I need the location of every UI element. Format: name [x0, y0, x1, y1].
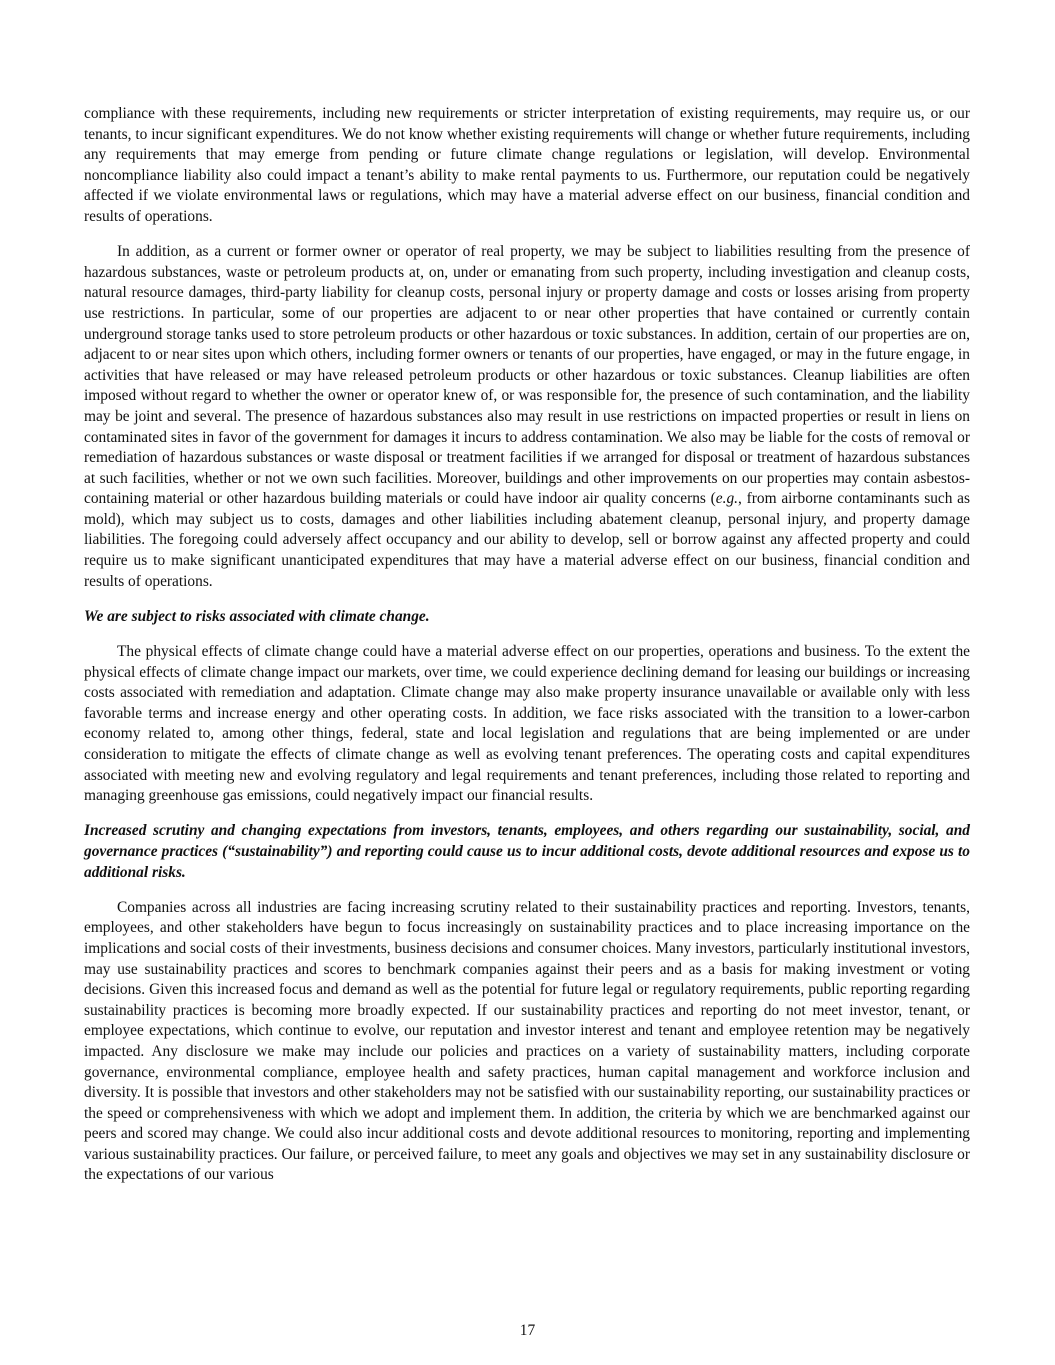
paragraph-hazardous-substances: [84, 242, 970, 592]
paragraph-text: In addition, as a current or former owner or operator of real property, we may be subject to liabilities resulting from the presence of hazardous substances, waste or petroleum products at, on, under or emanating from such property, including investigation and cleanup costs, natural resource damages, third-party liability for cleanup costs, personal injury or property damage and costs or losses arising from property use restrictions. In particular, some of our properties are adjacent to or near other properties that have contained or currently contain underground storage tanks used to store petroleum products or other hazardous or toxic substances. In addition, certain of our properties are on, adjacent to or near sites upon which others, including former owners or tenants of our properties, have engaged, or may in the future engage, in activities that have released or may have released petroleum products or other hazardous or toxic substances. Cleanup liabilities are often imposed without regard to whether the owner or operator knew of, or was responsible for, the presence of such contamination, and the liability may be joint and several. The presence of hazardous substances also may result in use restrictions on impacted properties or result in liens on contaminated sites in favor of the government for damages it incurs to address contamination. We also may be liable for the costs of removal or remediation of hazardous substances or waste disposal or treatment facilities if we arranged for disposal or treatment of hazardous substances at such facilities, whether or not we own such facilities. Moreover, buildings and other improvements on our properties may contain asbestos-containing material or other hazardous building materials or could have indoor air quality concerns (: [84, 243, 970, 508]
paragraph-sustainability: Companies across all industries are facing increasing scrutiny related to their sustainability practices and reporting. Investors, tenants, employees, and other stakeholders have begun to focus increasingly on sustainability practices and to place increasing importance on the implications and social costs of their investments, business decisions and consumer choices. Many investors, particularly institutional investors, may use sustainability practices and scores to benchmark companies against their peers and as a basis for making investment or voting decisions. Given this increased focus and demand as well as the potential for future legal or regulatory requirements, public reporting regarding sustainability practices is becoming more broadly expected. If our sustainability practices and reporting do not meet investor, tenant, or employee expectations, which continue to evolve, our reputation and investor interest and tenant and employee retention may be negatively impacted. Any disclosure we make may include our policies and practices on a variety of sustainability matters, including corporate governance, environmental compliance, employee health and safety practices, human capital management and workforce inclusion and diversity. It is possible that investors and other stakeholders may not be satisfied with our sustainability reporting, our sustainability practices or the speed or comprehensiveness with which we adopt and implement them. In addition, the criteria by which we are benchmarked against our peers and scored may change. We could also incur additional costs and devote additional resources to monitoring, reporting and implementing various sustainability practices. Our failure, or perceived failure, to meet any goals and objectives we may set in any sustainability disclosure or the expectations of our various: [84, 898, 970, 1184]
paragraph-climate-change: The physical effects of climate change could have a material adverse effect on our properties, operations and business. To the extent the physical effects of climate change impact our markets, over time, we could experience declining demand for leasing our buildings or increasing costs associated with remediation and adaptation. Climate change may also make property insurance unavailable or available only with less favorable terms and increase energy and other operating costs. In addition, we face risks associated with the transition to a lower-carbon economy related to, among other things, federal, state and local legislation and regulations that are being implemented or are under consideration to mitigate the effects of climate change as well as evolving tenant preferences. The operating costs and capital expenditures associated with meeting new and evolving regulatory and legal requirements and tenant preferences, including those related to reporting and managing greenhouse gas emissions, could negatively impact our financial results.: [84, 643, 970, 805]
section-heading-sustainability: Increased scrutiny and changing expectations from investors, tenants, employees, and others regarding our sustainability, social, and governance practices (“sustainability”) and reporting could cause us to incur additional costs, devote additional resources and expose us to additional risks.: [84, 822, 970, 881]
paragraph-text: , from airborne contaminants such as mold), which may subject us to costs, damages and other liabilities including abatement cleanup, personal injury, and property damage liabilities. The foregoing could adversely affect occupancy and our ability to develop, sell or borrow against any affected property and could require us to make significant unanticipated expenditures that may have a material adverse effect on our business, financial condition and results of operations.: [84, 490, 971, 590]
page-number: 17: [519, 1322, 536, 1339]
italic-abbreviation: e.g.: [715, 490, 739, 508]
section-heading-climate-change: We are subject to risks associated with climate change.: [84, 607, 430, 625]
document-page: [84, 104, 970, 1186]
paragraph-environmental-compliance: compliance with these requirements, including new requirements or stricter interpretation of existing requirements, may require us, or our tenants, to incur significant expenditures. We do not know whether existing requirements will change or whether future requirements, including any requirements that may emerge from pending or future climate change regulations or legislation, will develop. Environmental noncompliance liability also could impact a tenant’s ability to make rental payments to us. Furthermore, our reputation could be negatively affected if we violate environmental laws or regulations, which may have a material adverse effect on our business, financial condition and results of operations.: [84, 105, 970, 225]
